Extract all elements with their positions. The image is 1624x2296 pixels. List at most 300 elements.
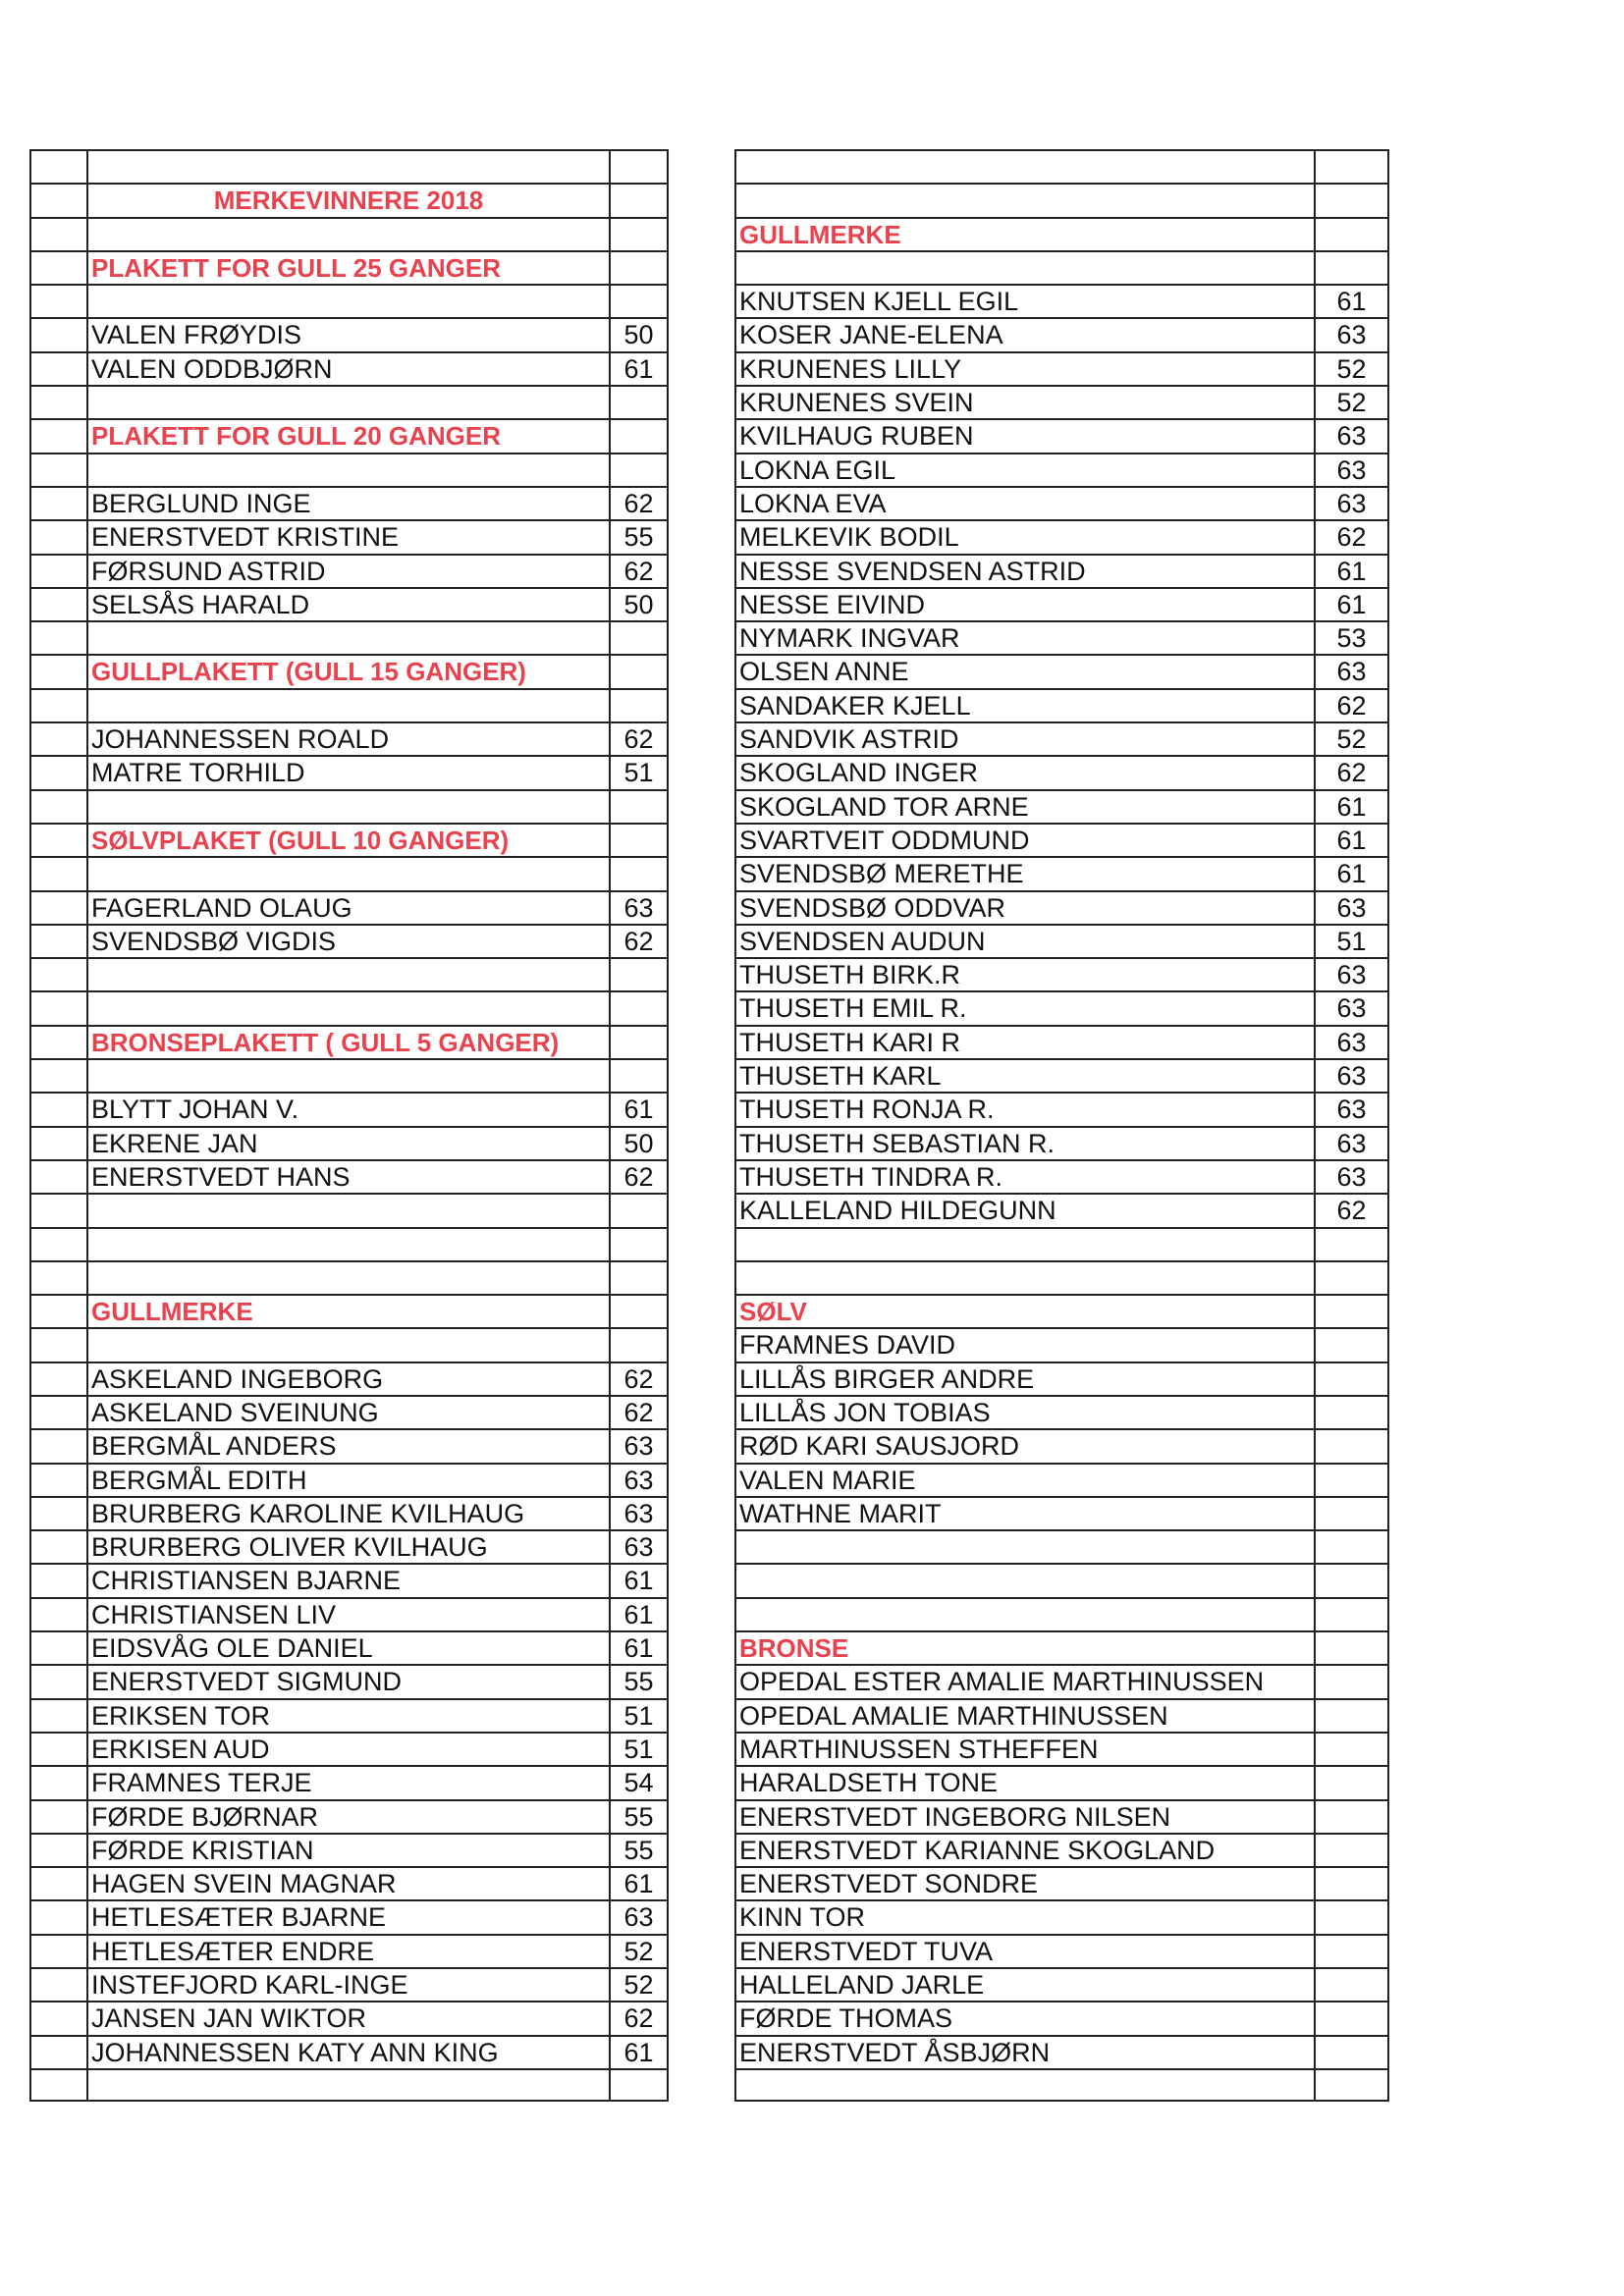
blank-row (734, 2068, 1389, 2102)
blank-row (29, 688, 669, 721)
section-heading-row (29, 823, 669, 856)
value-cell (609, 284, 669, 317)
name-cell: THUSETH EMIL R. (734, 990, 1314, 1024)
value-cell: 63 (609, 1529, 669, 1563)
name-cell: THUSETH SEBASTIAN R. (734, 1126, 1314, 1159)
blank-row (734, 1563, 1389, 1596)
table-row (734, 1899, 1389, 1933)
margin-cell (29, 1159, 86, 1193)
value-cell: 61 (1314, 284, 1389, 317)
value-cell (1314, 1496, 1389, 1529)
value-cell: 62 (609, 1159, 669, 1193)
value-cell: 63 (1314, 317, 1389, 350)
table-row (734, 1496, 1389, 1529)
value-cell: 55 (609, 1833, 669, 1866)
table-row (29, 1934, 669, 1967)
name-cell: FRAMNES DAVID (734, 1327, 1314, 1361)
table-row (734, 2001, 1389, 2034)
value-cell: 63 (1314, 890, 1389, 924)
value-cell: 63 (609, 1496, 669, 1529)
name-cell: THUSETH KARL (734, 1058, 1314, 1092)
value-cell (609, 789, 669, 823)
table-row (29, 554, 669, 587)
name-cell: CHRISTIANSEN LIV (86, 1597, 609, 1630)
name-cell: NESSE EIVIND (734, 587, 1314, 620)
value-cell: 55 (609, 519, 669, 553)
value-cell: 63 (609, 1428, 669, 1462)
name-cell: HETLESÆTER ENDRE (86, 1934, 609, 1967)
name-cell: SKOGLAND INGER (734, 755, 1314, 788)
value-cell (1314, 149, 1389, 183)
table-row (29, 1765, 669, 1798)
name-cell (86, 688, 609, 721)
table-row (734, 1058, 1389, 1092)
blank-row (29, 1193, 669, 1226)
margin-cell (29, 486, 86, 519)
margin-cell (29, 1092, 86, 1125)
table-row (734, 351, 1389, 385)
value-cell: 52 (1314, 351, 1389, 385)
name-cell: THUSETH KARI R (734, 1025, 1314, 1058)
name-cell: KVILHAUG RUBEN (734, 418, 1314, 452)
value-cell: 62 (609, 721, 669, 755)
blank-row (29, 2068, 669, 2102)
name-cell: MELKEVIK BODIL (734, 519, 1314, 553)
margin-cell (29, 755, 86, 788)
margin-cell (29, 183, 86, 216)
name-cell: LOKNA EGIL (734, 453, 1314, 486)
value-cell (1314, 1563, 1389, 1596)
name-cell (86, 1260, 609, 1294)
value-cell: 62 (1314, 688, 1389, 721)
table-row (734, 453, 1389, 486)
margin-cell (29, 2035, 86, 2068)
name-cell: VALEN MARIE (734, 1463, 1314, 1496)
name-cell: SVENDSEN AUDUN (734, 924, 1314, 957)
margin-cell (29, 1362, 86, 1395)
value-cell: 61 (609, 1092, 669, 1125)
name-cell (734, 183, 1314, 216)
name-cell: ASKELAND INGEBORG (86, 1362, 609, 1395)
table-row (29, 1833, 669, 1866)
name-cell: ENERSTVEDT HANS (86, 1159, 609, 1193)
table-row (734, 1327, 1389, 1361)
table-row (29, 1428, 669, 1462)
blank-row (29, 990, 669, 1024)
table-row (29, 1732, 669, 1765)
margin-cell (29, 1597, 86, 1630)
name-cell (734, 250, 1314, 284)
section-heading-plakett-for-gull-20-ganger: PLAKETT FOR GULL 20 GANGER (86, 418, 609, 452)
name-cell: BERGMÅL ANDERS (86, 1428, 609, 1462)
value-cell: 62 (1314, 1193, 1389, 1226)
margin-cell (29, 1294, 86, 1327)
name-cell (86, 2068, 609, 2102)
value-cell: 63 (609, 1463, 669, 1496)
value-cell: 51 (609, 1698, 669, 1732)
name-cell (86, 217, 609, 250)
margin-cell (29, 1698, 86, 1732)
name-cell: FØRDE KRISTIAN (86, 1833, 609, 1866)
margin-cell (29, 1260, 86, 1294)
blank-row (29, 1260, 669, 1294)
table-row (29, 1899, 669, 1933)
value-cell: 51 (609, 1732, 669, 1765)
name-cell (734, 1260, 1314, 1294)
margin-cell (29, 1967, 86, 2001)
value-cell (609, 1294, 669, 1327)
table-row (734, 620, 1389, 654)
title-row (29, 183, 669, 216)
table-row (29, 924, 669, 957)
table-row (29, 1159, 669, 1193)
value-cell: 50 (609, 587, 669, 620)
value-cell (609, 418, 669, 452)
value-cell (1314, 2001, 1389, 2034)
table-row (734, 587, 1389, 620)
name-cell: ERKISEN AUD (86, 1732, 609, 1765)
table-row (29, 1866, 669, 1899)
table-row (734, 1698, 1389, 1732)
value-cell (1314, 1597, 1389, 1630)
name-cell: FAGERLAND OLAUG (86, 890, 609, 924)
name-cell: INSTEFJORD KARL-INGE (86, 1967, 609, 2001)
value-cell: 62 (1314, 755, 1389, 788)
page-title: MERKEVINNERE 2018 (86, 183, 609, 216)
margin-cell (29, 1193, 86, 1226)
name-cell (86, 990, 609, 1024)
name-cell (86, 620, 609, 654)
value-cell (1314, 1463, 1389, 1496)
margin-cell (29, 418, 86, 452)
name-cell: ENERSTVEDT KARIANNE SKOGLAND (734, 1833, 1314, 1866)
name-cell: RØD KARI SAUSJORD (734, 1428, 1314, 1462)
blank-row (734, 1227, 1389, 1260)
blank-row (29, 1227, 669, 1260)
name-cell (734, 149, 1314, 183)
blank-row (29, 957, 669, 990)
value-cell: 63 (1314, 654, 1389, 687)
margin-cell (29, 351, 86, 385)
blank-row (29, 385, 669, 418)
margin-cell (29, 924, 86, 957)
value-cell: 62 (609, 1362, 669, 1395)
name-cell: KNUTSEN KJELL EGIL (734, 284, 1314, 317)
table-row (29, 1597, 669, 1630)
section-heading-gullmerke: GULLMERKE (734, 217, 1314, 250)
value-cell: 55 (609, 1664, 669, 1697)
name-cell: ENERSTVEDT INGEBORG NILSEN (734, 1799, 1314, 1833)
margin-cell (29, 620, 86, 654)
value-cell: 61 (609, 1630, 669, 1664)
table-row (29, 890, 669, 924)
name-cell: OLSEN ANNE (734, 654, 1314, 687)
name-cell: ERIKSEN TOR (86, 1698, 609, 1732)
name-cell (86, 1327, 609, 1361)
margin-cell (29, 1630, 86, 1664)
table-row (29, 587, 669, 620)
margin-cell (29, 1126, 86, 1159)
name-cell: NYMARK INGVAR (734, 620, 1314, 654)
margin-cell (29, 1732, 86, 1765)
value-cell (1314, 2035, 1389, 2068)
margin-cell (29, 1866, 86, 1899)
table-row (734, 890, 1389, 924)
section-heading-plakett-for-gull-25-ganger: PLAKETT FOR GULL 25 GANGER (86, 250, 609, 284)
margin-cell (29, 1934, 86, 1967)
name-cell: SANDAKER KJELL (734, 688, 1314, 721)
name-cell: MATRE TORHILD (86, 755, 609, 788)
table-row (29, 1496, 669, 1529)
value-cell: 61 (1314, 823, 1389, 856)
margin-cell (29, 284, 86, 317)
table-row (29, 2001, 669, 2034)
value-cell (609, 1327, 669, 1361)
value-cell: 54 (609, 1765, 669, 1798)
blank-row (29, 856, 669, 889)
table-row (29, 1698, 669, 1732)
name-cell (734, 2068, 1314, 2102)
name-cell: SANDVIK ASTRID (734, 721, 1314, 755)
value-cell (1314, 1395, 1389, 1428)
name-cell: KRUNENES SVEIN (734, 385, 1314, 418)
name-cell: HALLELAND JARLE (734, 1967, 1314, 2001)
margin-cell (29, 654, 86, 687)
margin-cell (29, 1428, 86, 1462)
value-cell (609, 183, 669, 216)
margin-cell (29, 250, 86, 284)
table-row (29, 351, 669, 385)
table-row (734, 924, 1389, 957)
margin-cell (29, 1899, 86, 1933)
section-heading-row (29, 1025, 669, 1058)
value-cell: 50 (609, 317, 669, 350)
value-cell: 61 (609, 351, 669, 385)
value-cell (1314, 1934, 1389, 1967)
value-cell (609, 688, 669, 721)
margin-cell (29, 990, 86, 1024)
value-cell: 61 (609, 1563, 669, 1596)
name-cell: CHRISTIANSEN BJARNE (86, 1563, 609, 1596)
section-heading-gullmerke: GULLMERKE (86, 1294, 609, 1327)
value-cell (609, 620, 669, 654)
value-cell: 52 (1314, 385, 1389, 418)
name-cell: BLYTT JOHAN V. (86, 1092, 609, 1125)
table-row (734, 1967, 1389, 2001)
name-cell (734, 1227, 1314, 1260)
name-cell: SVARTVEIT ODDMUND (734, 823, 1314, 856)
value-cell: 52 (609, 1967, 669, 2001)
margin-cell (29, 317, 86, 350)
table-row (734, 957, 1389, 990)
name-cell: JOHANNESSEN ROALD (86, 721, 609, 755)
left-table (29, 149, 669, 2102)
name-cell: EIDSVÅG OLE DANIEL (86, 1630, 609, 1664)
table-row (29, 755, 669, 788)
section-heading-bronseplakett-gull-5-ganger: BRONSEPLAKETT ( GULL 5 GANGER) (86, 1025, 609, 1058)
value-cell: 63 (1314, 990, 1389, 1024)
value-cell: 61 (609, 1597, 669, 1630)
name-cell: MARTHINUSSEN STHEFFEN (734, 1732, 1314, 1765)
section-heading-row (734, 1294, 1389, 1327)
value-cell: 52 (1314, 721, 1389, 755)
table-row (29, 1463, 669, 1496)
name-cell: SVENDSBØ MERETHE (734, 856, 1314, 889)
value-cell (609, 2068, 669, 2102)
table-row (734, 1025, 1389, 1058)
name-cell: HETLESÆTER BJARNE (86, 1899, 609, 1933)
section-heading-s-lvplaket-gull-10-ganger: SØLVPLAKET (GULL 10 GANGER) (86, 823, 609, 856)
table-row (734, 385, 1389, 418)
blank-row (29, 284, 669, 317)
blank-row (29, 620, 669, 654)
value-cell (609, 1260, 669, 1294)
value-cell: 63 (609, 1899, 669, 1933)
value-cell: 61 (1314, 789, 1389, 823)
margin-cell (29, 1765, 86, 1798)
name-cell (734, 1529, 1314, 1563)
name-cell: HARALDSETH TONE (734, 1765, 1314, 1798)
name-cell: JOHANNESSEN KATY ANN KING (86, 2035, 609, 2068)
value-cell: 61 (609, 2035, 669, 2068)
value-cell (609, 823, 669, 856)
blank-row (29, 1327, 669, 1361)
value-cell: 63 (1314, 1025, 1389, 1058)
table-row (734, 418, 1389, 452)
value-cell: 62 (609, 486, 669, 519)
name-cell: FØRSUND ASTRID (86, 554, 609, 587)
name-cell: SELSÅS HARALD (86, 587, 609, 620)
value-cell (609, 1025, 669, 1058)
name-cell: ENERSTVEDT ÅSBJØRN (734, 2035, 1314, 2068)
section-heading-row (29, 654, 669, 687)
value-cell (1314, 217, 1389, 250)
margin-cell (29, 519, 86, 553)
table-row (29, 317, 669, 350)
margin-cell (29, 890, 86, 924)
name-cell: ENERSTVEDT SONDRE (734, 1866, 1314, 1899)
margin-cell (29, 1664, 86, 1697)
value-cell (1314, 1428, 1389, 1462)
value-cell: 63 (1314, 418, 1389, 452)
table-row (29, 1664, 669, 1697)
margin-cell (29, 721, 86, 755)
margin-cell (29, 688, 86, 721)
name-cell: LILLÅS JON TOBIAS (734, 1395, 1314, 1428)
value-cell: 63 (1314, 1159, 1389, 1193)
value-cell: 62 (609, 1395, 669, 1428)
table-row (734, 1395, 1389, 1428)
table-row (734, 284, 1389, 317)
name-cell: THUSETH TINDRA R. (734, 1159, 1314, 1193)
name-cell (86, 1227, 609, 1260)
value-cell (609, 453, 669, 486)
margin-cell (29, 149, 86, 183)
margin-cell (29, 1058, 86, 1092)
table-row (734, 856, 1389, 889)
value-cell: 61 (1314, 554, 1389, 587)
table-row (734, 1934, 1389, 1967)
blank-row (734, 1597, 1389, 1630)
name-cell: LILLÅS BIRGER ANDRE (734, 1362, 1314, 1395)
right-table (734, 149, 1389, 2102)
value-cell (1314, 1362, 1389, 1395)
table-row (734, 654, 1389, 687)
name-cell: WATHNE MARIT (734, 1496, 1314, 1529)
name-cell (86, 856, 609, 889)
table-row (29, 1395, 669, 1428)
name-cell: BERGMÅL EDITH (86, 1463, 609, 1496)
table-row (734, 990, 1389, 1024)
margin-cell (29, 957, 86, 990)
name-cell (86, 453, 609, 486)
value-cell (1314, 1294, 1389, 1327)
blank-row (734, 149, 1389, 183)
name-cell: ENERSTVEDT KRISTINE (86, 519, 609, 553)
value-cell: 63 (1314, 486, 1389, 519)
name-cell: KALLELAND HILDEGUNN (734, 1193, 1314, 1226)
value-cell: 61 (609, 1866, 669, 1899)
table-row (734, 1664, 1389, 1697)
blank-row (734, 1529, 1389, 1563)
table-row (734, 1193, 1389, 1226)
name-cell (734, 1563, 1314, 1596)
value-cell (1314, 2068, 1389, 2102)
value-cell: 62 (609, 2001, 669, 2034)
value-cell (1314, 1732, 1389, 1765)
name-cell (86, 385, 609, 418)
blank-row (29, 149, 669, 183)
value-cell (1314, 183, 1389, 216)
value-cell: 63 (609, 890, 669, 924)
margin-cell (29, 1463, 86, 1496)
value-cell (609, 654, 669, 687)
value-cell: 52 (609, 1934, 669, 1967)
name-cell (86, 1193, 609, 1226)
name-cell: ENERSTVEDT SIGMUND (86, 1664, 609, 1697)
value-cell (609, 856, 669, 889)
name-cell: SVENDSBØ VIGDIS (86, 924, 609, 957)
margin-cell (29, 217, 86, 250)
margin-cell (29, 856, 86, 889)
value-cell: 62 (1314, 519, 1389, 553)
name-cell (86, 789, 609, 823)
margin-cell (29, 1227, 86, 1260)
name-cell: FRAMNES TERJE (86, 1765, 609, 1798)
value-cell (1314, 1664, 1389, 1697)
name-cell (86, 957, 609, 990)
table-row (29, 1563, 669, 1596)
value-cell (609, 250, 669, 284)
table-row (29, 1126, 669, 1159)
table-row (734, 1428, 1389, 1462)
value-cell: 53 (1314, 620, 1389, 654)
margin-cell (29, 385, 86, 418)
value-cell (1314, 1529, 1389, 1563)
table-row (734, 519, 1389, 553)
value-cell (1314, 1227, 1389, 1260)
blank-row (734, 250, 1389, 284)
name-cell: KINN TOR (734, 1899, 1314, 1933)
name-cell: FØRDE BJØRNAR (86, 1799, 609, 1833)
name-cell: KOSER JANE-ELENA (734, 317, 1314, 350)
value-cell: 63 (1314, 453, 1389, 486)
table-row (29, 1630, 669, 1664)
name-cell: EKRENE JAN (86, 1126, 609, 1159)
value-cell: 55 (609, 1799, 669, 1833)
value-cell (1314, 1799, 1389, 1833)
table-row (29, 1799, 669, 1833)
